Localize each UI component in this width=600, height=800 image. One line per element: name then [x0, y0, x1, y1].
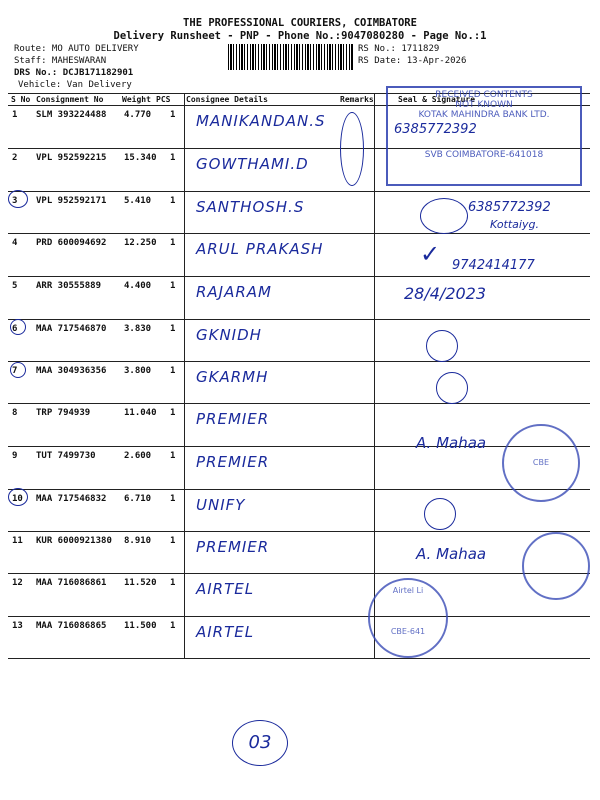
row-consignee: UNIFY [196, 496, 246, 514]
row-sno: 3 [12, 196, 18, 206]
row-consignee: PREMIER [196, 538, 270, 556]
table-bottom-rule [8, 658, 590, 659]
row-sno: 11 [12, 536, 23, 546]
row-rule [8, 233, 590, 234]
row-consignment-no: SLM 393224488 [36, 110, 107, 120]
row-weight: 3.800 [124, 366, 152, 376]
signature-mark [436, 372, 468, 404]
row-weight: 5.410 [124, 196, 152, 206]
signature-mark [420, 198, 468, 234]
row-sno: 10 [12, 494, 23, 504]
row-rule [8, 319, 590, 320]
row-pcs: 1 [170, 238, 176, 248]
row-rule [8, 531, 590, 532]
signature-phone: 6385772392 [468, 200, 551, 215]
row-consignee: AIRTEL [196, 580, 255, 598]
company-round-stamp: CBE [502, 424, 580, 502]
row-consignment-no: ARR 30555889 [36, 281, 102, 291]
signature-name: Kottaiyg. [490, 218, 539, 231]
signature-mark [426, 330, 458, 362]
row-consignee: PREMIER [196, 410, 270, 428]
col-seal: Seal & Signature [398, 95, 476, 104]
row-pcs: 1 [170, 408, 176, 418]
col-remarks: Remarks [340, 95, 374, 104]
row-weight: 11.040 [124, 408, 157, 418]
row-weight: 4.770 [124, 110, 152, 120]
row-sno: 13 [12, 621, 23, 631]
row-consignee: PREMIER [196, 453, 270, 471]
col-sno: S No [11, 95, 31, 104]
row-weight: 15.340 [124, 153, 157, 163]
row-sno: 2 [12, 153, 18, 163]
row-pcs: 1 [170, 366, 176, 376]
row-rule [8, 573, 590, 574]
row-consignment-no: MAA 716086861 [36, 578, 107, 588]
row-consignee: GOWTHAMI.D [196, 155, 309, 173]
rs-number: RS No.: 1711829 [358, 44, 440, 54]
circled-row-number [8, 190, 28, 208]
col-pcs: PCS [156, 95, 171, 104]
row-consignment-no: MAA 717546832 [36, 494, 107, 504]
row-consignment-no: MAA 304936356 [36, 366, 107, 376]
column-divider [374, 93, 375, 658]
circled-row-number [10, 362, 26, 378]
col-weight: Weight [122, 95, 151, 104]
row-weight: 8.910 [124, 536, 152, 546]
signature-note: 28/4/2023 [404, 284, 487, 303]
document-title: THE PROFESSIONAL COURIERS, COIMBATORE [183, 17, 417, 29]
row-pcs: 1 [170, 451, 176, 461]
row-sno: 4 [12, 238, 18, 248]
column-divider [184, 93, 185, 658]
row-consignment-no: MAA 717546870 [36, 324, 107, 334]
staff: Staff: MAHESWARAN [14, 56, 107, 66]
page-mark: 03 [232, 720, 288, 766]
airtel-round-stamp [368, 578, 448, 658]
row-pcs: 1 [170, 110, 176, 120]
company-round-stamp [522, 532, 590, 600]
row-pcs: 1 [170, 536, 176, 546]
row-pcs: 1 [170, 196, 176, 206]
stamp-line: KOTAK MAHINDRA BANK LTD. [418, 110, 550, 120]
row-consignee: SANTHOSH.S [196, 198, 305, 216]
row-consignee: ARUL PRAKASH [196, 240, 324, 258]
circled-row-number [10, 319, 26, 335]
row-sno: 5 [12, 281, 18, 291]
row-consignee: GKARMH [196, 368, 269, 386]
route: Route: MO AUTO DELIVERY [14, 44, 139, 54]
stamp-line: Airtel Li [392, 586, 424, 595]
row-rule [8, 403, 590, 404]
stamp-line: NOT KNOWN [455, 100, 513, 110]
row-consignee: RAJARAM [196, 283, 272, 301]
row-pcs: 1 [170, 324, 176, 334]
row-consignee: AIRTEL [196, 623, 255, 641]
row-sno: 8 [12, 408, 18, 418]
rs-date: RS Date: 13-Apr-2026 [358, 56, 467, 66]
row-weight: 3.830 [124, 324, 152, 334]
row-pcs: 1 [170, 494, 176, 504]
row-weight: 11.520 [124, 578, 157, 588]
stamp-line: CBE-641 [390, 627, 426, 636]
row-consignment-no: TRP 794939 [36, 408, 91, 418]
row-sno: 1 [12, 110, 18, 120]
row-consignment-no: KUR 6000921380 [36, 536, 112, 546]
col-consignee: Consignee Details [186, 95, 268, 104]
row-weight: 12.250 [124, 238, 157, 248]
col-consignment: Consignment No [36, 95, 104, 104]
row-consignment-no: VPL 952592171 [36, 196, 107, 206]
row-pcs: 1 [170, 578, 176, 588]
signature-name: A. Mahaa [416, 545, 487, 563]
row-consignment-no: PRD 600094692 [36, 238, 107, 248]
row-rule [8, 489, 590, 490]
row-rule [8, 276, 590, 277]
row-sno: 12 [12, 578, 23, 588]
row-weight: 11.500 [124, 621, 157, 631]
row-pcs: 1 [170, 281, 176, 291]
vehicle: Vehicle: Van Delivery [18, 80, 132, 90]
row-pcs: 1 [170, 621, 176, 631]
signature-mark [424, 498, 456, 530]
row-consignee: GKNIDH [196, 326, 262, 344]
remarks-scribble [340, 112, 364, 186]
row-consignment-no: TUT 7499730 [36, 451, 96, 461]
row-consignment-no: VPL 952592215 [36, 153, 107, 163]
document-subtitle: Delivery Runsheet - PNP - Phone No.:9047080280 - Page No.:1 [113, 30, 487, 42]
signature-phone: 6385772392 [394, 122, 477, 137]
row-weight: 4.400 [124, 281, 152, 291]
row-sno: 9 [12, 451, 18, 461]
row-weight: 2.600 [124, 451, 152, 461]
signature-phone: 9742414177 [452, 258, 535, 273]
row-rule [8, 191, 590, 192]
drs-number: DRS No.: DCJB171182901 [14, 68, 134, 78]
row-rule [8, 616, 590, 617]
stamp-line: RECEIVED CONTENTS [435, 90, 533, 100]
row-rule [8, 446, 590, 447]
row-consignment-no: MAA 716086865 [36, 621, 107, 631]
signature-mark: ✓ [420, 240, 441, 268]
stamp-line: SVB COIMBATORE-641018 [424, 150, 544, 160]
row-sno: 7 [12, 366, 18, 376]
circled-row-number [8, 488, 28, 506]
row-weight: 6.710 [124, 494, 152, 504]
signature-name: A. Mahaa [416, 434, 487, 452]
row-rule [8, 361, 590, 362]
row-consignee: MANIKANDAN.S [196, 112, 326, 130]
row-sno: 6 [12, 324, 18, 334]
row-pcs: 1 [170, 153, 176, 163]
barcode [228, 44, 354, 70]
